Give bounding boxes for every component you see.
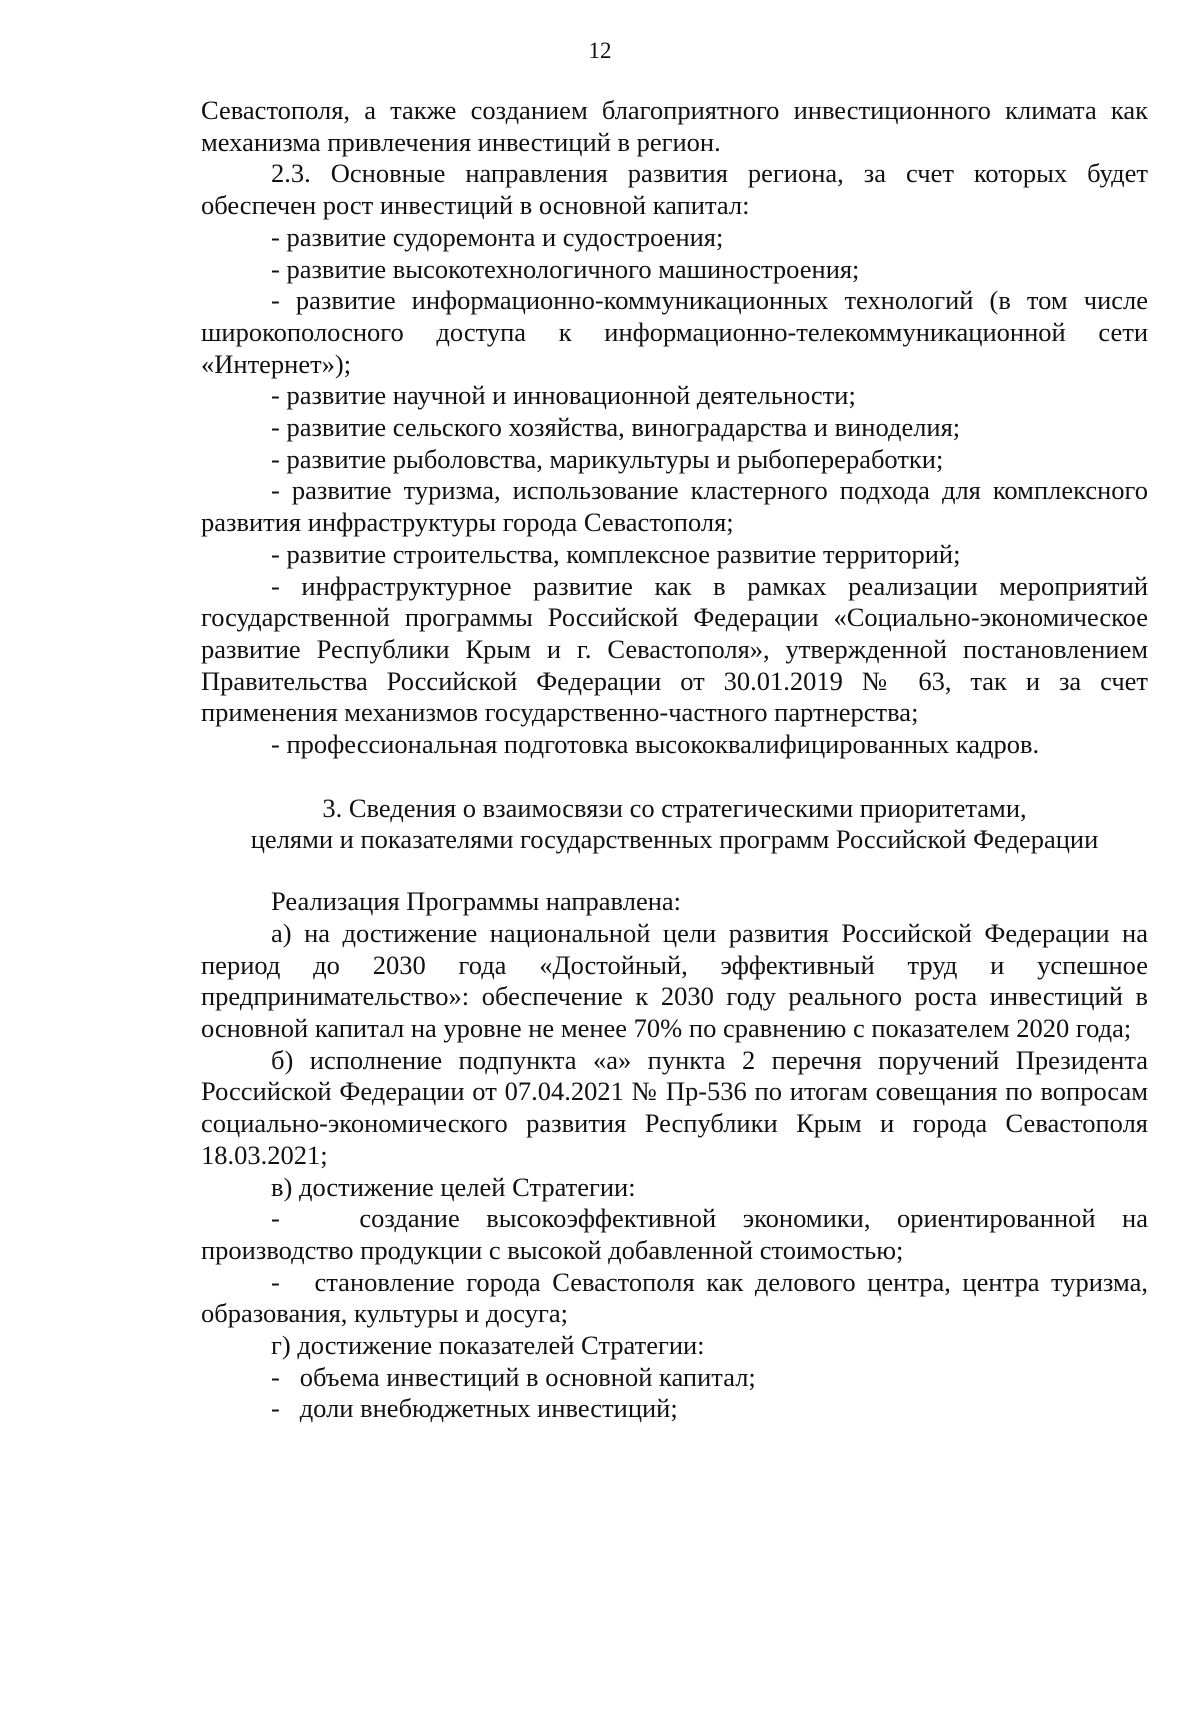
indicator-item	[201, 1362, 1148, 1394]
indicator-text: объема инвестиций в основной капитал;	[299, 1361, 756, 1392]
goal-item	[201, 1267, 1148, 1330]
direction-item: - развитие туризма, использование кластерного подхода для комплексного развития инфраструктуры города Севастополя;	[201, 475, 1148, 538]
item-a: а) на достижение национальной цели развития Российской Федерации на период до 2030 года «Достойный, эффективный труд и успешное предпринимательство»: обеспечение к 2030 году реального роста инвестиций в основной капитал на уровне не менее 70% по сравнению с показателем 2020 года;	[201, 917, 1148, 1043]
goal-text: становление города Севастополя как делового центра, центра туризма, образования, культуры и досуга;	[201, 1266, 1149, 1329]
goal-item	[201, 1203, 1148, 1266]
item-v: в) достижение целей Стратегии:	[271, 1171, 636, 1202]
paragraph-2-3-intro: 2.3. Основные направления развития региона, за счет которых будет обеспечен рост инвестиций в основной капитал:	[201, 158, 1148, 221]
document-body	[201, 95, 1148, 1425]
direction-item: - развитие научной и инновационной деятельности;	[271, 380, 856, 411]
paragraph-continuation: Севастополя, а также созданием благоприятного инвестиционного климата как механизма привлечения инвестиций в регион.	[201, 95, 1148, 157]
section-3-title-line1: 3. Сведения о взаимосвязи со стратегическими приоритетами,	[322, 792, 1027, 823]
indicator-item	[201, 1393, 1148, 1425]
item-g: г) достижение показателей Стратегии:	[271, 1330, 705, 1361]
list-dash: -	[271, 1266, 280, 1297]
item-b: б) исполнение подпункта «а» пункта 2 перечня поручений Президента Российской Федерации от 07.04.2021 № Пр-536 по итогам совещания по вопросам социально-экономического развития Республики Крым и города Севастополя 18.03.2021;	[201, 1044, 1148, 1170]
direction-item: - развитие рыболовства, марикультуры и рыбопереработки;	[271, 443, 944, 474]
direction-item: - развитие высокотехнологичного машиностроения;	[271, 253, 860, 284]
section-3-title-line2: целями и показателями государственных программ Российской Федерации	[250, 824, 1099, 855]
direction-item: - развитие строительства, комплексное развитие территорий;	[271, 538, 961, 569]
list-dash: -	[271, 1393, 280, 1424]
section-3-intro: Реализация Программы направлена:	[271, 886, 682, 917]
direction-item: - профессиональная подготовка высококвалифицированных кадров.	[271, 729, 1040, 760]
spacer	[201, 761, 1148, 793]
goal-text: создание высокоэффективной экономики, ориентированной на производство продукции с высокой добавленной стоимостью;	[201, 1203, 1148, 1265]
direction-item: - инфраструктурное развитие как в рамках реализации мероприятий государственной программы Российской Федерации «Социально-экономическое развитие Республики Крым и г. Севастополя», утвержденной постановлением Правительства Российской Федерации от 30.01.2019 № 63, так и за счет применения механизмов государственно-частного партнерства;	[201, 570, 1148, 728]
list-dash: -	[271, 1203, 280, 1234]
page-number: 12	[588, 38, 612, 63]
indicator-text: доли внебюджетных инвестиций;	[299, 1393, 678, 1424]
spacer	[201, 856, 1148, 886]
list-dash: -	[271, 1361, 280, 1392]
direction-item: - развитие судоремонта и судостроения;	[271, 221, 724, 252]
direction-item: - развитие сельского хозяйства, виноградарства и виноделия;	[271, 412, 961, 443]
direction-item: - развитие информационно-коммуникационных технологий (в том числе широкополосного доступа к информационно-телекоммуникационной сети «Интернет»);	[201, 285, 1148, 379]
